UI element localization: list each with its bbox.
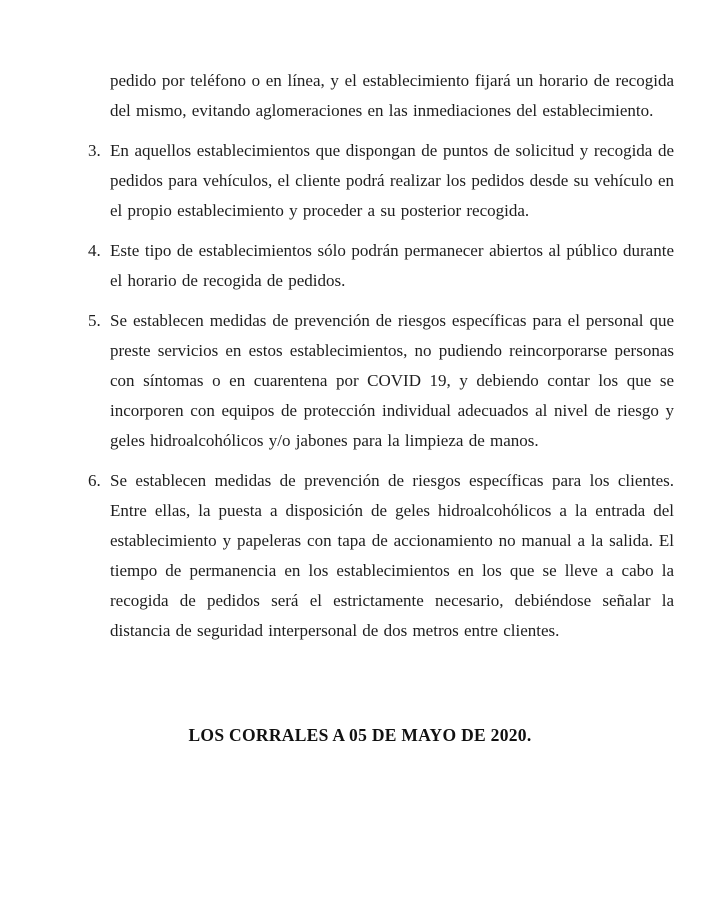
list-item-6-text: Se establecen medidas de prevención de riesgos específicas para los clientes. Entre ellas, la puesta a disposición de geles hidroalcohólicos a la entrada del establecimiento y papeleras con tapa de accionamiento no manual a la salida. El tiempo de permanencia en los establecimientos en los que se lleve a cabo la recogida de pedidos será el estrictamente necesario, debiéndose señalar la distancia de seguridad interpersonal de dos metros entre clientes. [110, 471, 674, 640]
list-item-3-text: En aquellos establecimientos que dispongan de puntos de solicitud y recogida de pedidos para vehículos, el cliente podrá realizar los pedidos desde su vehículo en el propio establecimiento y proceder a su posterior recogida. [110, 141, 674, 220]
list-item-4-text: Este tipo de establecimientos sólo podrán permanecer abiertos al público durante el horario de recogida de pedidos. [110, 241, 674, 290]
list-item-3-number: 3. [88, 141, 101, 160]
list-item-4-number: 4. [88, 241, 101, 260]
paragraph-continuation: pedido por teléfono o en línea, y el establecimiento fijará un horario de recogida del mismo, evitando aglomeraciones en las inmediaciones del establecimiento. [110, 71, 674, 120]
date-line: LOS CORRALES A 05 DE MAYO DE 2020. [188, 725, 532, 745]
list-item-3 [88, 136, 674, 226]
list-item-6 [88, 466, 674, 646]
list-item-5-text: Se establecen medidas de prevención de riesgos específicas para el personal que preste servicios en estos establecimientos, no pudiendo reincorporarse personas con síntomas o en cuarentena por COVID 19, y debiendo contar los que se incorporen con equipos de protección individual adecuados al nivel de riesgo y geles hidroalcohólicos y/o jabones para la limpieza de manos. [110, 311, 674, 450]
list-item-5-number: 5. [88, 311, 101, 330]
list-item-4 [88, 236, 674, 296]
list-item-5 [88, 306, 674, 456]
list-item-6-number: 6. [88, 471, 101, 490]
